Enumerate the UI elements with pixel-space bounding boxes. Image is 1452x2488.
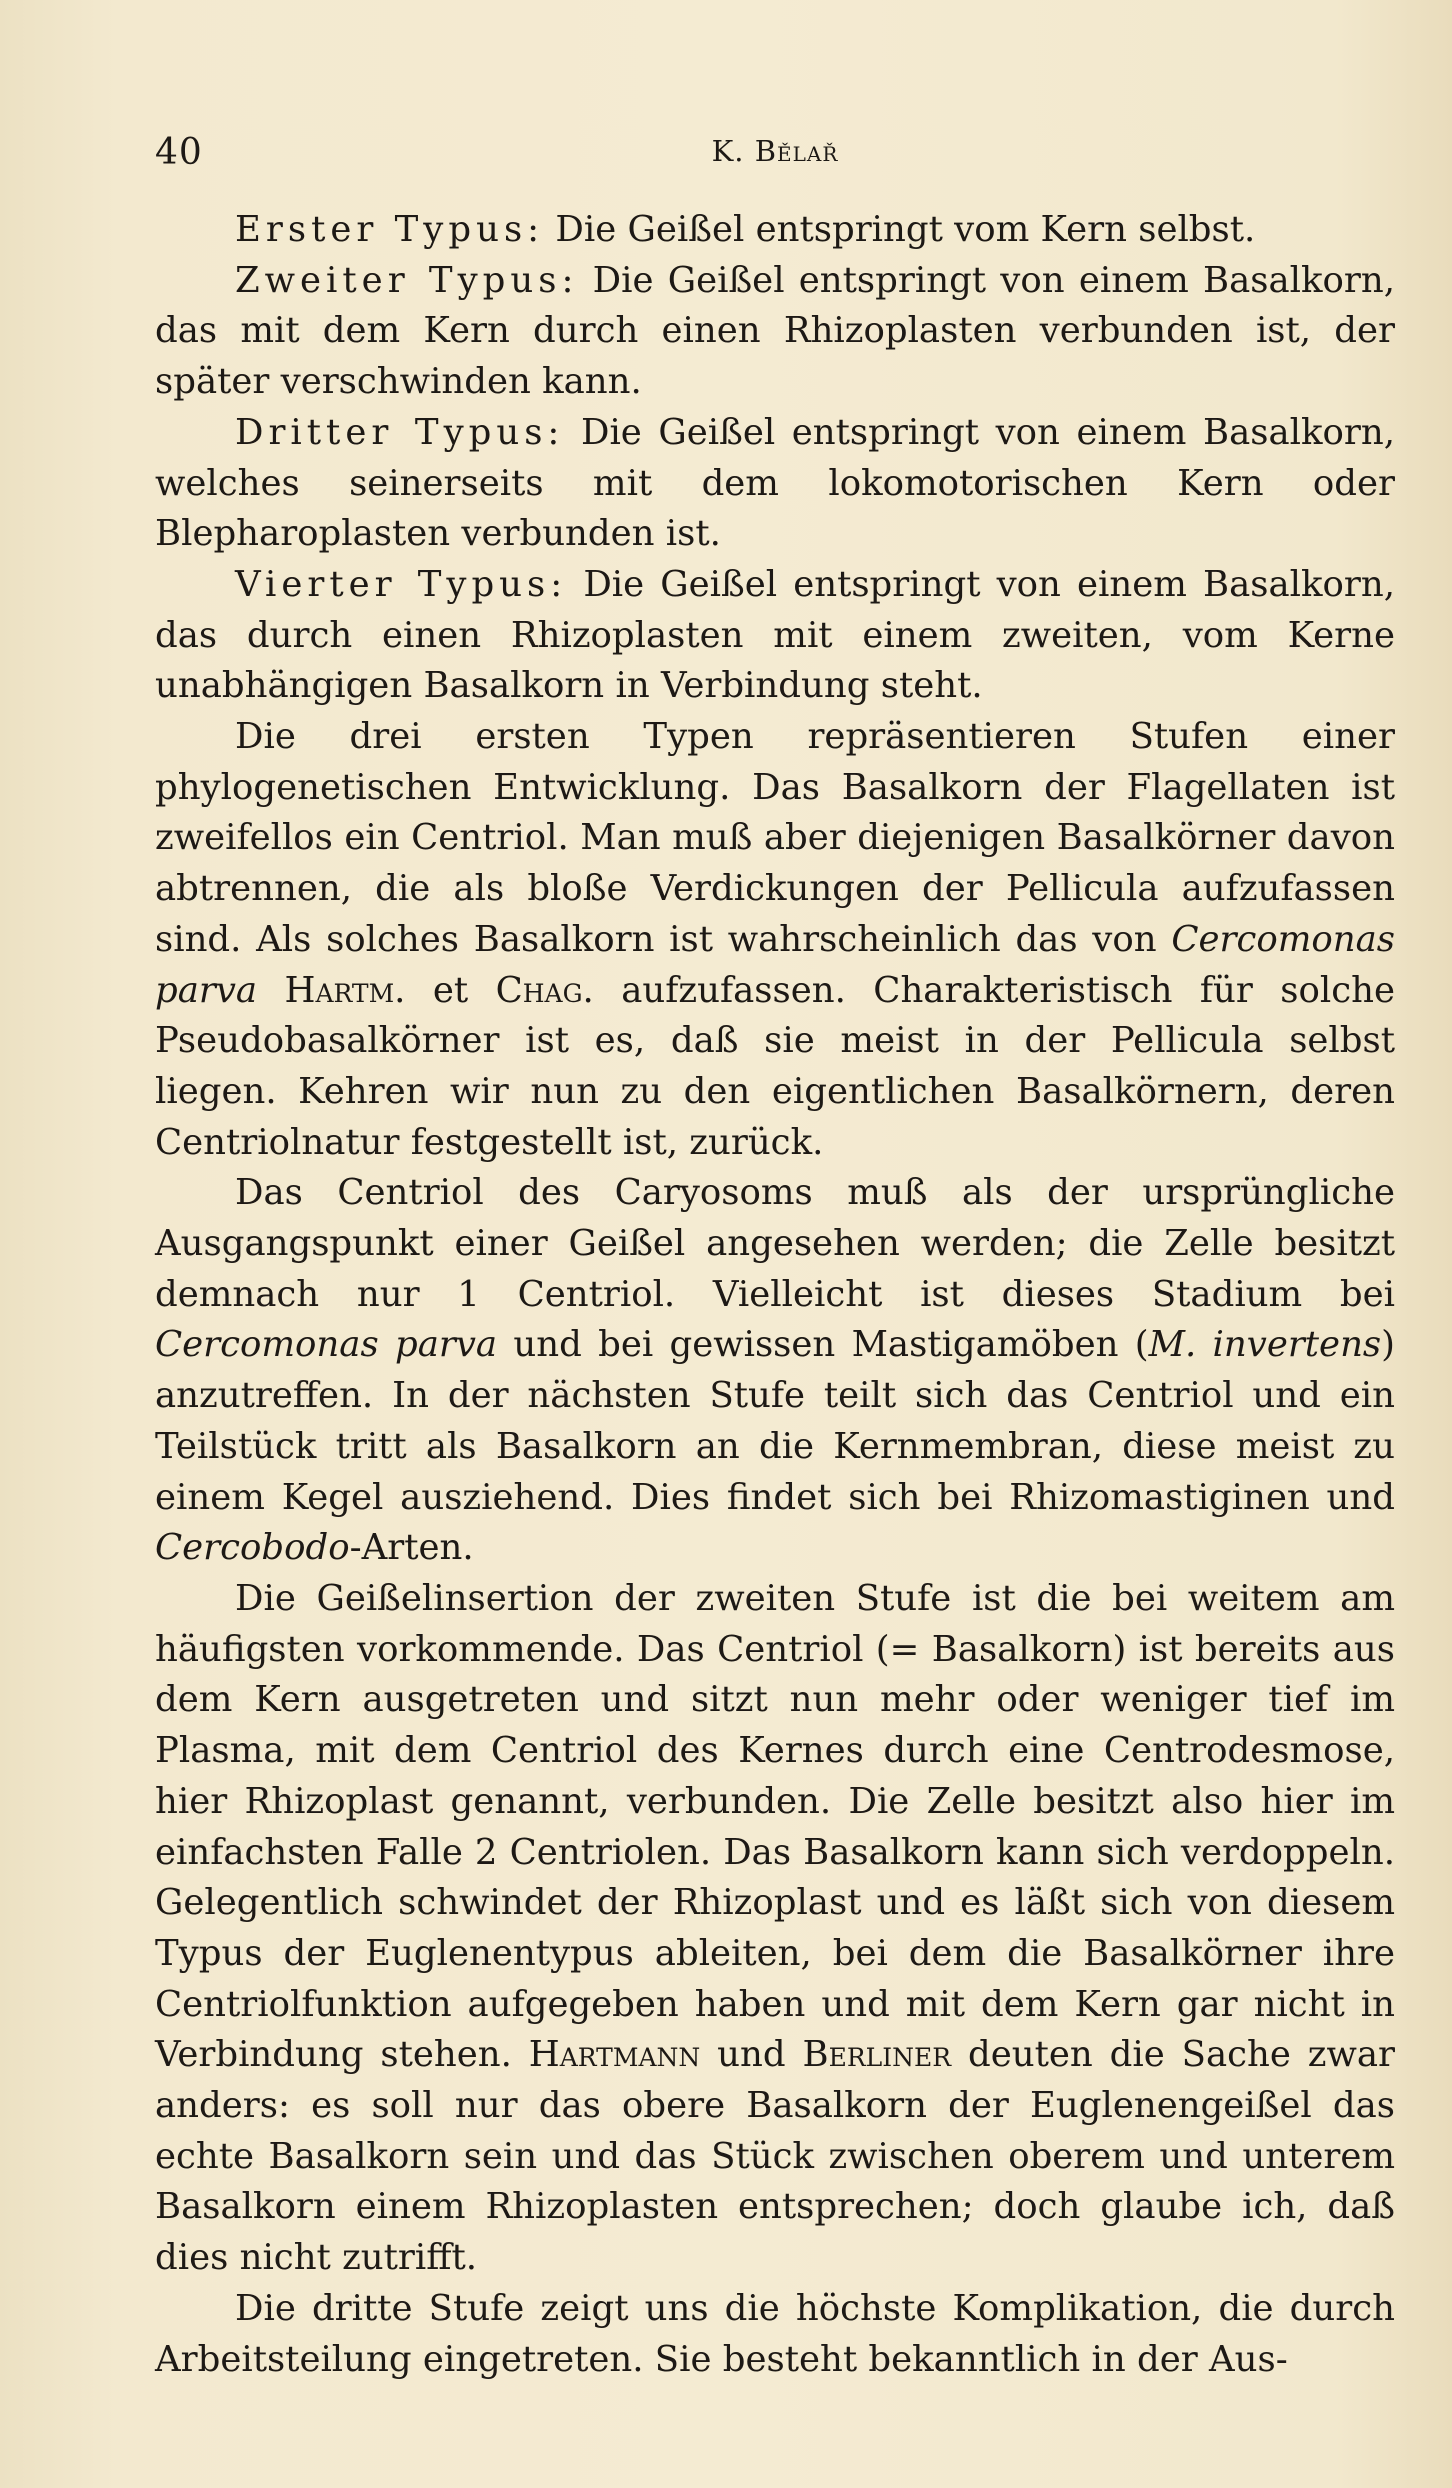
text-run: et <box>405 969 496 1011</box>
paragraph-text: Die Geißel entspringt vom Kern selbst. <box>544 209 1256 250</box>
paragraph-type-4 <box>155 560 1395 712</box>
paragraph-type-1 <box>155 205 1395 256</box>
author-name: Berliner <box>802 2034 952 2076</box>
paragraph-caryosom <box>155 1168 1395 1574</box>
paragraph-text: Die dritte Stufe zeigt uns die höchste Komplikation, die durch Arbeitsteilung eingetreten. Sie besteht bekanntlich in der Aus- <box>155 2287 1395 2380</box>
species-name: Cercomonas parva <box>155 1324 498 1366</box>
species-name: M. invertens <box>1148 1324 1382 1366</box>
paragraph-type-2 <box>155 256 1395 408</box>
text-run: und <box>700 2034 803 2076</box>
paragraph-phylogeny <box>155 712 1395 1168</box>
text-run: -Arten. <box>349 1527 474 1569</box>
paragraph-text: Die Geißel entspringt von einem Basalkorn, welches seinerseits mit dem lokomotorischen Kern oder Blepharoplasten verbunden ist. <box>155 411 1395 555</box>
body-text <box>155 205 1395 2385</box>
paragraph-type-3 <box>155 408 1395 560</box>
genus-name: Cercobodo <box>155 1527 350 1569</box>
text-run: aufzufassen. Charakteristisch für solche Pseudobasalkörner ist es, daß sie meist in der Pellicula selbst liegen. Kehren wir nun zu den eigentlichen Basalkörnern, deren Centriolnatur festgestellt ist, zurück. <box>155 969 1395 1163</box>
page-number: 40 <box>155 132 203 173</box>
paragraph-second-stage <box>155 1574 1395 2284</box>
author-name: Hartm. <box>284 969 406 1011</box>
text-run: Die Geißelinsertion der zweiten Stufe ist die bei weitem am häufigsten vorkommende. Das Centriol (= Basalkorn) ist bereits aus dem Kern ausgetreten und sitzt nun mehr oder weniger tief im Plasma, mit dem Centriol des Kernes durch eine Centrodesmose, hier Rhizoplast genannt, verbunden. Die Zelle besitzt also hier im einfachsten Falle 2 Centriolen. Das Basalkorn kann sich verdoppeln. Gelegentlich schwindet der Rhizoplast und es läßt sich von diesem Typus der Euglenentypus ableiten, bei dem die Basalkörner ihre Centriolfunktion aufgegeben haben und mit dem Kern gar nicht in Verbindung stehen. <box>155 1577 1395 2076</box>
page-header <box>155 132 1395 182</box>
type-heading: Vierter Typus: <box>235 563 568 605</box>
type-heading: Zweiter Typus: <box>235 259 579 301</box>
text-run: deuten die Sache zwar anders: es soll nur das obere Basalkorn der Euglenengeißel das echte Basalkorn sein und das Stück zwischen oberem und unterem Basalkorn einem Rhizoplasten entsprechen; doch glaube ich, daß dies nicht zutrifft. <box>155 2034 1395 2279</box>
text-run: ) anzutreffen. In der nächsten Stufe teilt sich das Centriol und ein Teilstück tritt als Basalkorn an die Kernmembran, diese meist zu einem Kegel ausziehend. Dies findet sich bei Rhizomastiginen und <box>155 1324 1396 1518</box>
paragraph-third-stage <box>155 2284 1395 2385</box>
species-name: Cercomonas parva <box>155 918 1395 1011</box>
text-run: Das Centriol des Caryosoms muß als der ursprüngliche Ausgangspunkt einer Geißel angesehen werden; die Zelle besitzt demnach nur 1 Centriol. Vielleicht ist dieses Stadium bei <box>155 1172 1395 1315</box>
author-name: Chag. <box>495 969 594 1011</box>
text-run <box>257 970 284 1011</box>
author-name: Hartmann <box>528 2034 701 2076</box>
type-heading: Erster Typus: <box>235 209 545 250</box>
text-run: Die drei ersten Typen repräsentieren Stufen einer phylogenetischen Entwicklung. Das Basalkorn der Flagellaten ist zweifellos ein Centriol. Man muß aber diejenigen Basalkörner davon abtrennen, die als bloße Verdickungen der Pellicula aufzufassen sind. Als solches Basalkorn ist wahrscheinlich das von <box>155 716 1395 960</box>
paragraph-text: Die Geißel entspringt von einem Basalkorn, das durch einen Rhizoplasten mit einem zweiten, vom Kerne unabhängigen Basalkorn in Verbindung steht. <box>155 563 1395 707</box>
running-head: K. Bělař <box>711 134 839 168</box>
text-run: und bei gewissen Mastigamöben ( <box>497 1324 1149 1366</box>
paragraph-text: Die Geißel entspringt von einem Basalkorn, das mit dem Kern durch einen Rhizoplasten verbunden ist, der später verschwinden kann. <box>155 259 1395 403</box>
type-heading: Dritter Typus: <box>235 411 565 453</box>
